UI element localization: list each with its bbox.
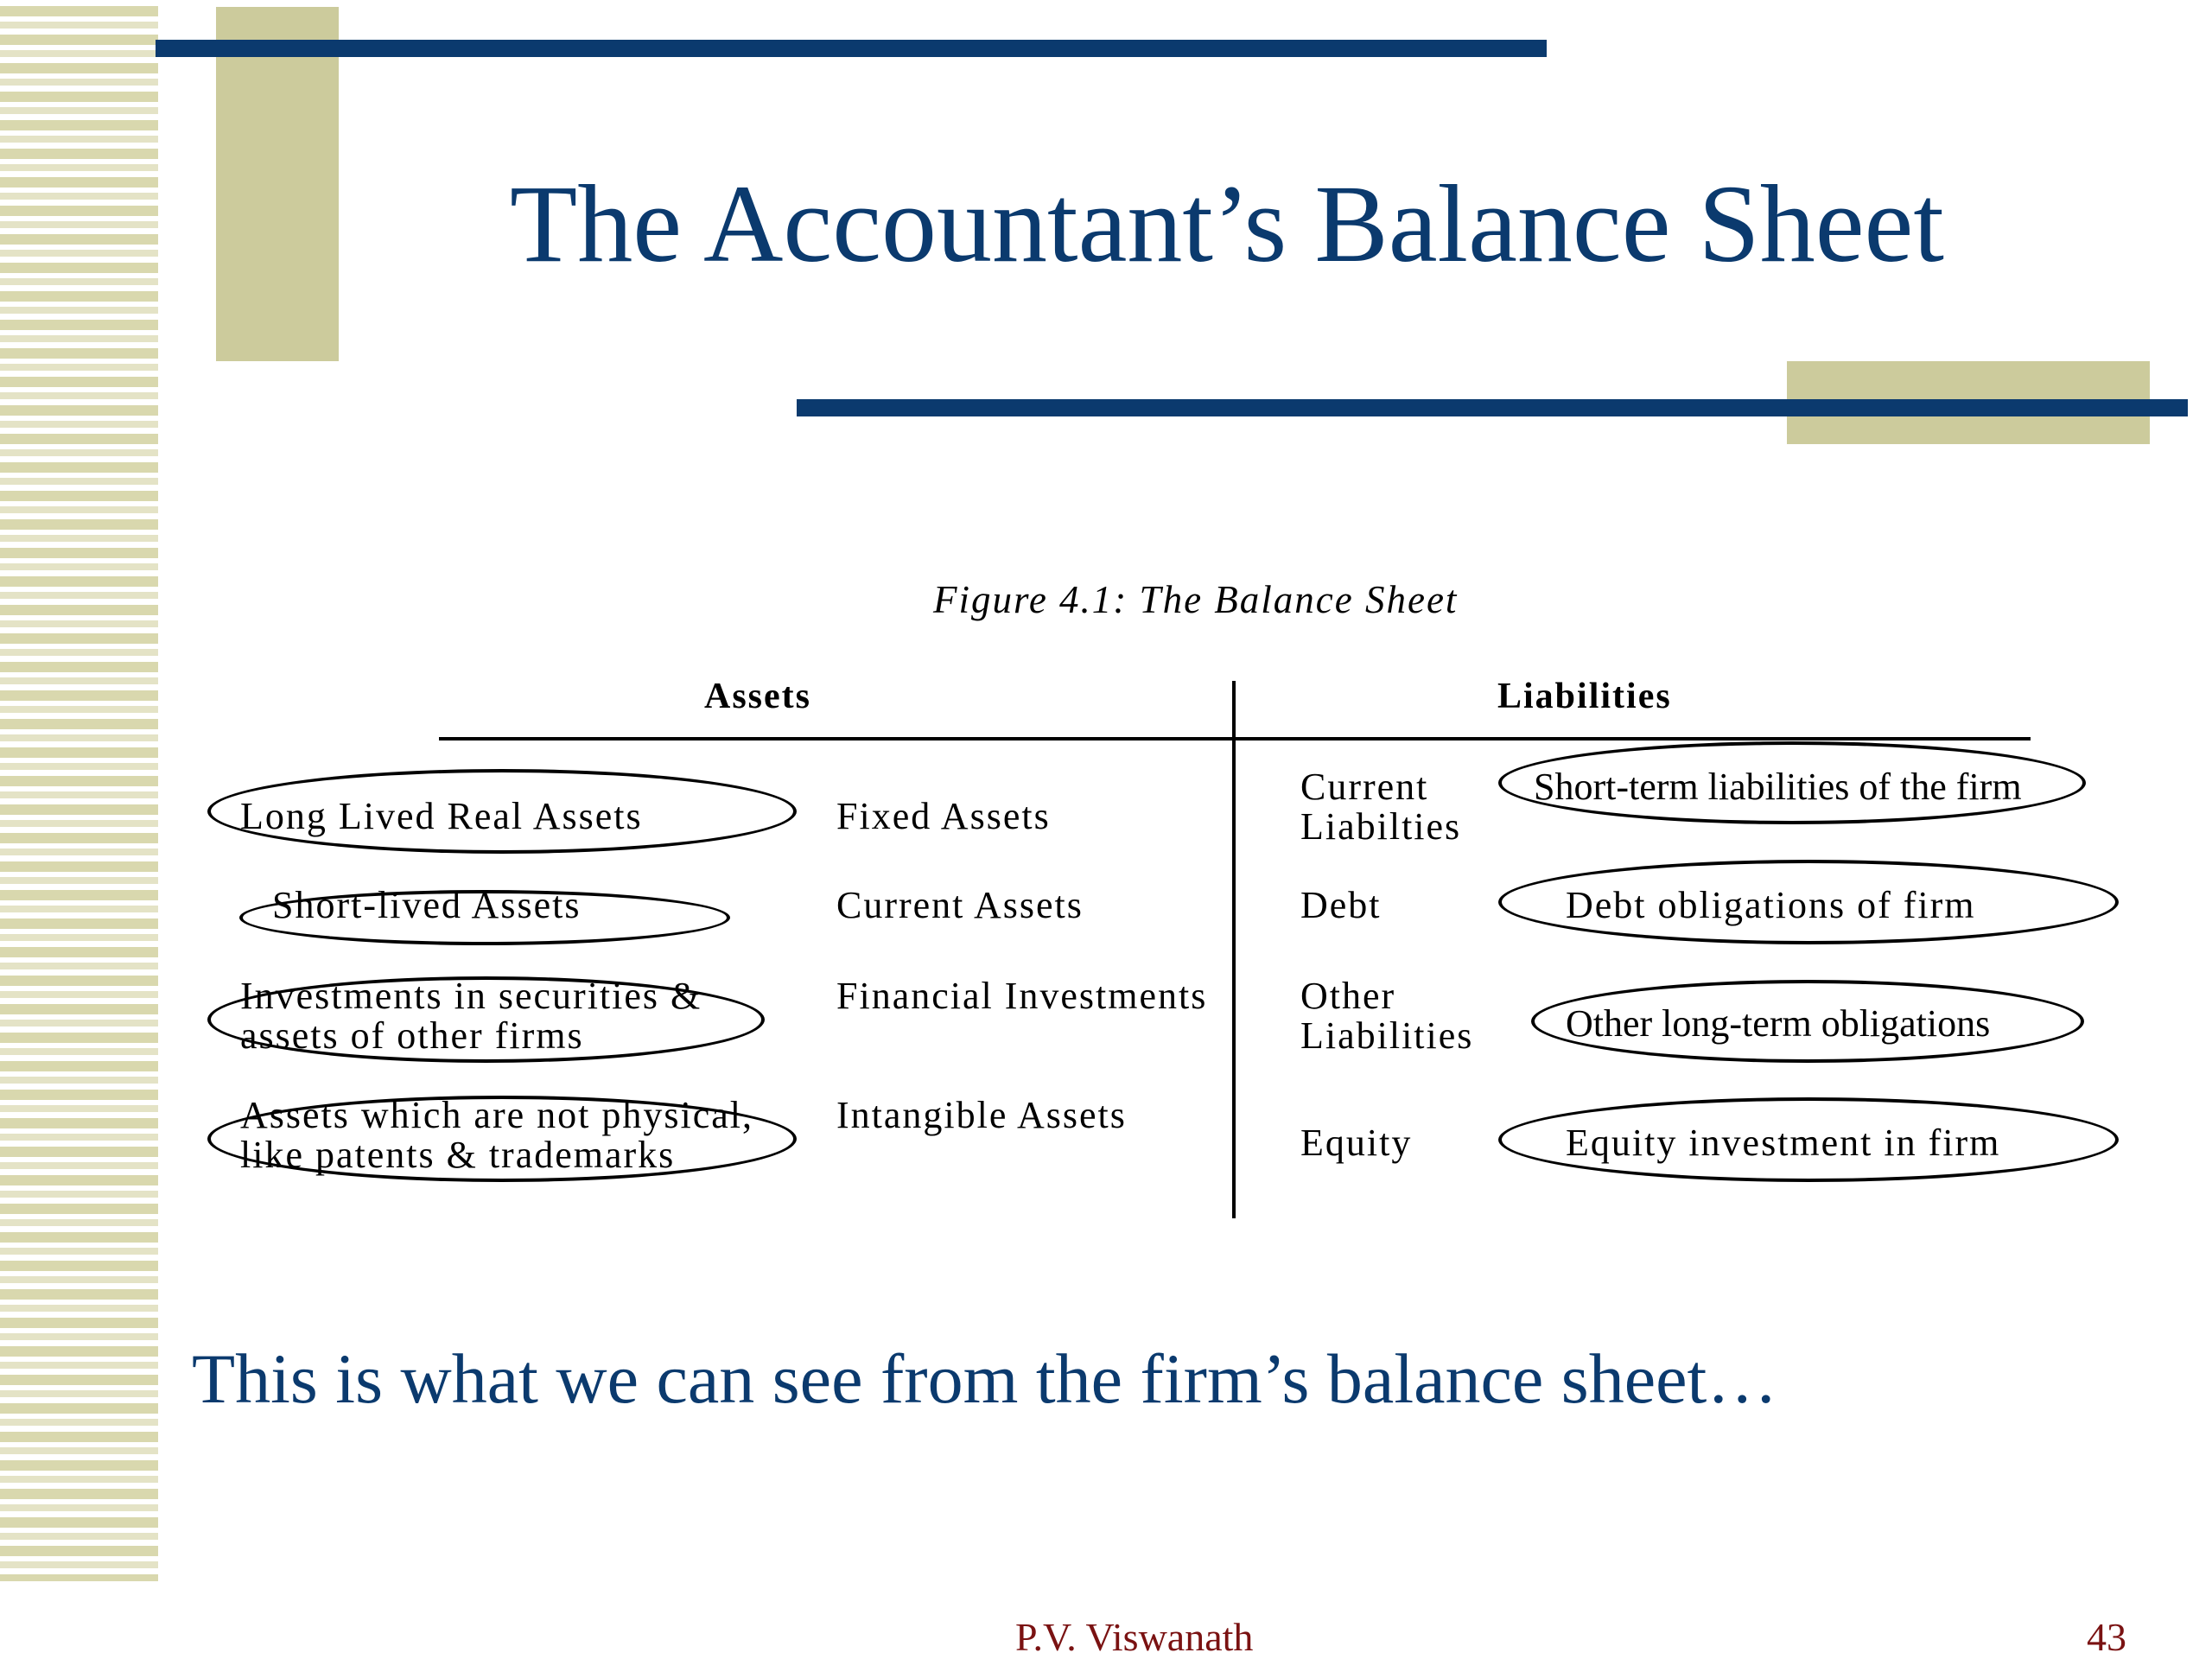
top-khaki-block: [216, 7, 339, 361]
liability-description-2: Debt obligations of firm: [1566, 884, 1976, 926]
asset-category-4: Intangible Assets: [836, 1094, 1127, 1136]
liability-description-3: Other long-term obligations: [1566, 1002, 1991, 1045]
assets-header: Assets: [704, 677, 811, 716]
summary-statement: This is what we can see from the firm’s balance sheet…: [192, 1339, 1778, 1418]
liabilities-header: Liabilities: [1497, 677, 1672, 716]
page-number: 43: [2087, 1615, 2126, 1659]
asset-description-4: Assets which are not physical, like patents & trademarks: [240, 1094, 753, 1176]
figure-caption: Figure 4.1: The Balance Sheet: [933, 578, 1459, 621]
asset-category-3: Financial Investments: [836, 975, 1208, 1017]
footer-author: P.V. Viswanath: [1015, 1615, 1254, 1659]
liability-description-1: Short-term liabilities of the firm: [1534, 766, 2022, 808]
liability-category-3: Other Liabilities: [1300, 975, 1474, 1057]
liability-category-1: Current Liabilties: [1300, 766, 1462, 848]
asset-category-2: Current Assets: [836, 884, 1084, 926]
asset-category-1: Fixed Assets: [836, 795, 1051, 837]
page-title: The Accountant’s Balance Sheet: [510, 162, 1944, 285]
asset-description-1: Long Lived Real Assets: [240, 795, 643, 837]
liability-description-4: Equity investment in firm: [1566, 1122, 2001, 1164]
left-stripe-decoration: [0, 0, 158, 1581]
asset-description-3: Investments in securities & assets of other firms: [240, 975, 702, 1057]
asset-description-2: Short-lived Assets: [272, 884, 582, 926]
vertical-rule: [1232, 681, 1236, 1218]
top-blue-bar: [156, 40, 1547, 57]
liability-category-4: Equity: [1300, 1122, 1413, 1164]
middle-blue-bar: [797, 399, 2188, 416]
liability-category-2: Debt: [1300, 884, 1382, 926]
